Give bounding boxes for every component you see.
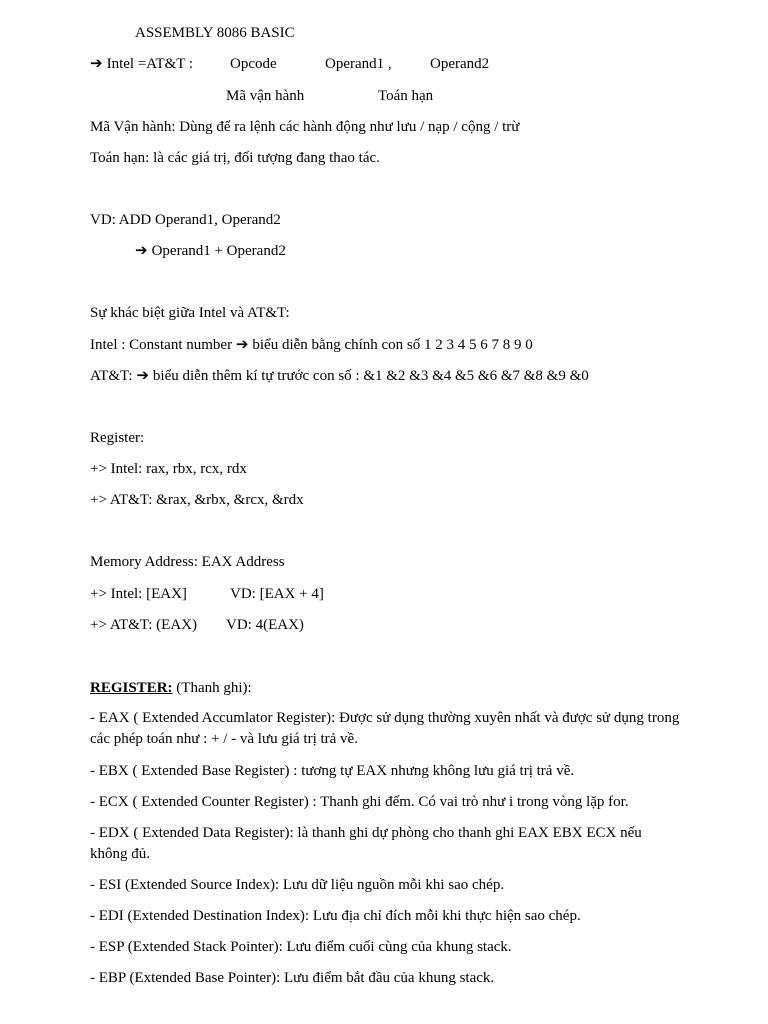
- memory-att: +> AT&T: (EAX): [90, 617, 197, 633]
- register-item-esi: - ESI (Extended Source Index): Lưu dữ liệu nguồn mỗi khi sao chép.: [90, 877, 505, 893]
- registers-heading-note: (Thanh ghi):: [176, 680, 252, 696]
- example-result: [135, 241, 286, 261]
- differences-att-suffix: biểu diễn thêm kí tự trước con số : &1 &2 &3 &4 &5 &6 &7 &8 &9 &0: [152, 368, 589, 384]
- document-title: ASSEMBLY 8086 BASIC: [135, 25, 295, 41]
- differences-intel-suffix: biểu diễn bằng chính con số 1 2 3 4 5 6 7 8 9 0: [252, 337, 533, 353]
- syntax-operand1: Operand1 ,: [325, 56, 392, 72]
- register-heading: Register:: [90, 430, 145, 446]
- example-result-text: Operand1 + Operand2: [151, 243, 286, 259]
- arrow-icon: ➔: [90, 56, 103, 72]
- syntax-ma-van-hanh: Mã vận hành: [226, 88, 305, 104]
- register-item-ecx: - ECX ( Extended Counter Register) : Thanh ghi đếm. Có vai trò như i trong vòng lặp for.: [90, 794, 629, 810]
- arrow-icon: ➔: [135, 243, 148, 259]
- syntax-operand2: Operand2: [430, 56, 490, 72]
- arrow-icon: ➔: [235, 337, 249, 353]
- differences-heading: Sự khác biệt giữa Intel và AT&T:: [90, 305, 290, 321]
- register-intel: +> Intel: rax, rbx, rcx, rdx: [90, 461, 247, 477]
- differences-intel-prefix: Intel : Constant number: [90, 337, 233, 353]
- memory-heading: Memory Address: EAX Address: [90, 554, 285, 570]
- example-line: VD: ADD Operand1, Operand2: [90, 212, 281, 228]
- memory-intel: +> Intel: [EAX]: [90, 586, 187, 602]
- memory-att-example: VD: 4(EAX): [226, 617, 304, 633]
- syntax-opcode: Opcode: [230, 56, 277, 72]
- register-item-ebp: - EBP (Extended Base Pointer): Lưu điểm bắt đầu của khung stack.: [90, 970, 495, 986]
- definition-ma-van-hanh: Mã Vận hành: Dùng để ra lệnh các hành động như lưu / nạp / cộng / trừ: [90, 119, 520, 135]
- register-item-ebx: - EBX ( Extended Base Register) : tương tự EAX nhưng không lưu giá trị trả về.: [90, 763, 575, 779]
- register-item-edx: - EDX ( Extended Data Register): là thanh ghi dự phòng cho thanh ghi EAX EBX ECX nếu không đủ.: [90, 825, 642, 862]
- register-item-eax: - EAX ( Extended Accumlator Register): Được sử dụng thường xuyên nhất và được sử dụng trong các phép toán như : + / - và lưu giá trị trả về.: [90, 710, 680, 747]
- syntax-intel-att-label: Intel =AT&T :: [106, 56, 194, 72]
- register-item-esp: - ESP (Extended Stack Pointer): Lưu điểm cuối cùng của khung stack.: [90, 939, 512, 955]
- definition-toan-hang: Toán hạn: là các giá trị, đối tượng đang thao tác.: [90, 150, 380, 166]
- differences-att: [90, 366, 589, 386]
- register-item-edi: - EDI (Extended Destination Index): Lưu địa chỉ đích mỗi khi thực hiện sao chép.: [90, 908, 581, 924]
- registers-heading-line: [90, 678, 252, 698]
- register-att: +> AT&T: &rax, &rbx, &rcx, &rdx: [90, 492, 304, 508]
- registers-heading: REGISTER:: [90, 680, 173, 696]
- arrow-icon: ➔: [136, 368, 149, 384]
- syntax-toan-hang: Toán hạn: [378, 88, 434, 104]
- syntax-intel-att: [90, 54, 193, 74]
- differences-intel: [90, 335, 533, 355]
- memory-intel-example: VD: [EAX + 4]: [230, 586, 324, 602]
- differences-att-prefix: AT&T:: [90, 368, 133, 384]
